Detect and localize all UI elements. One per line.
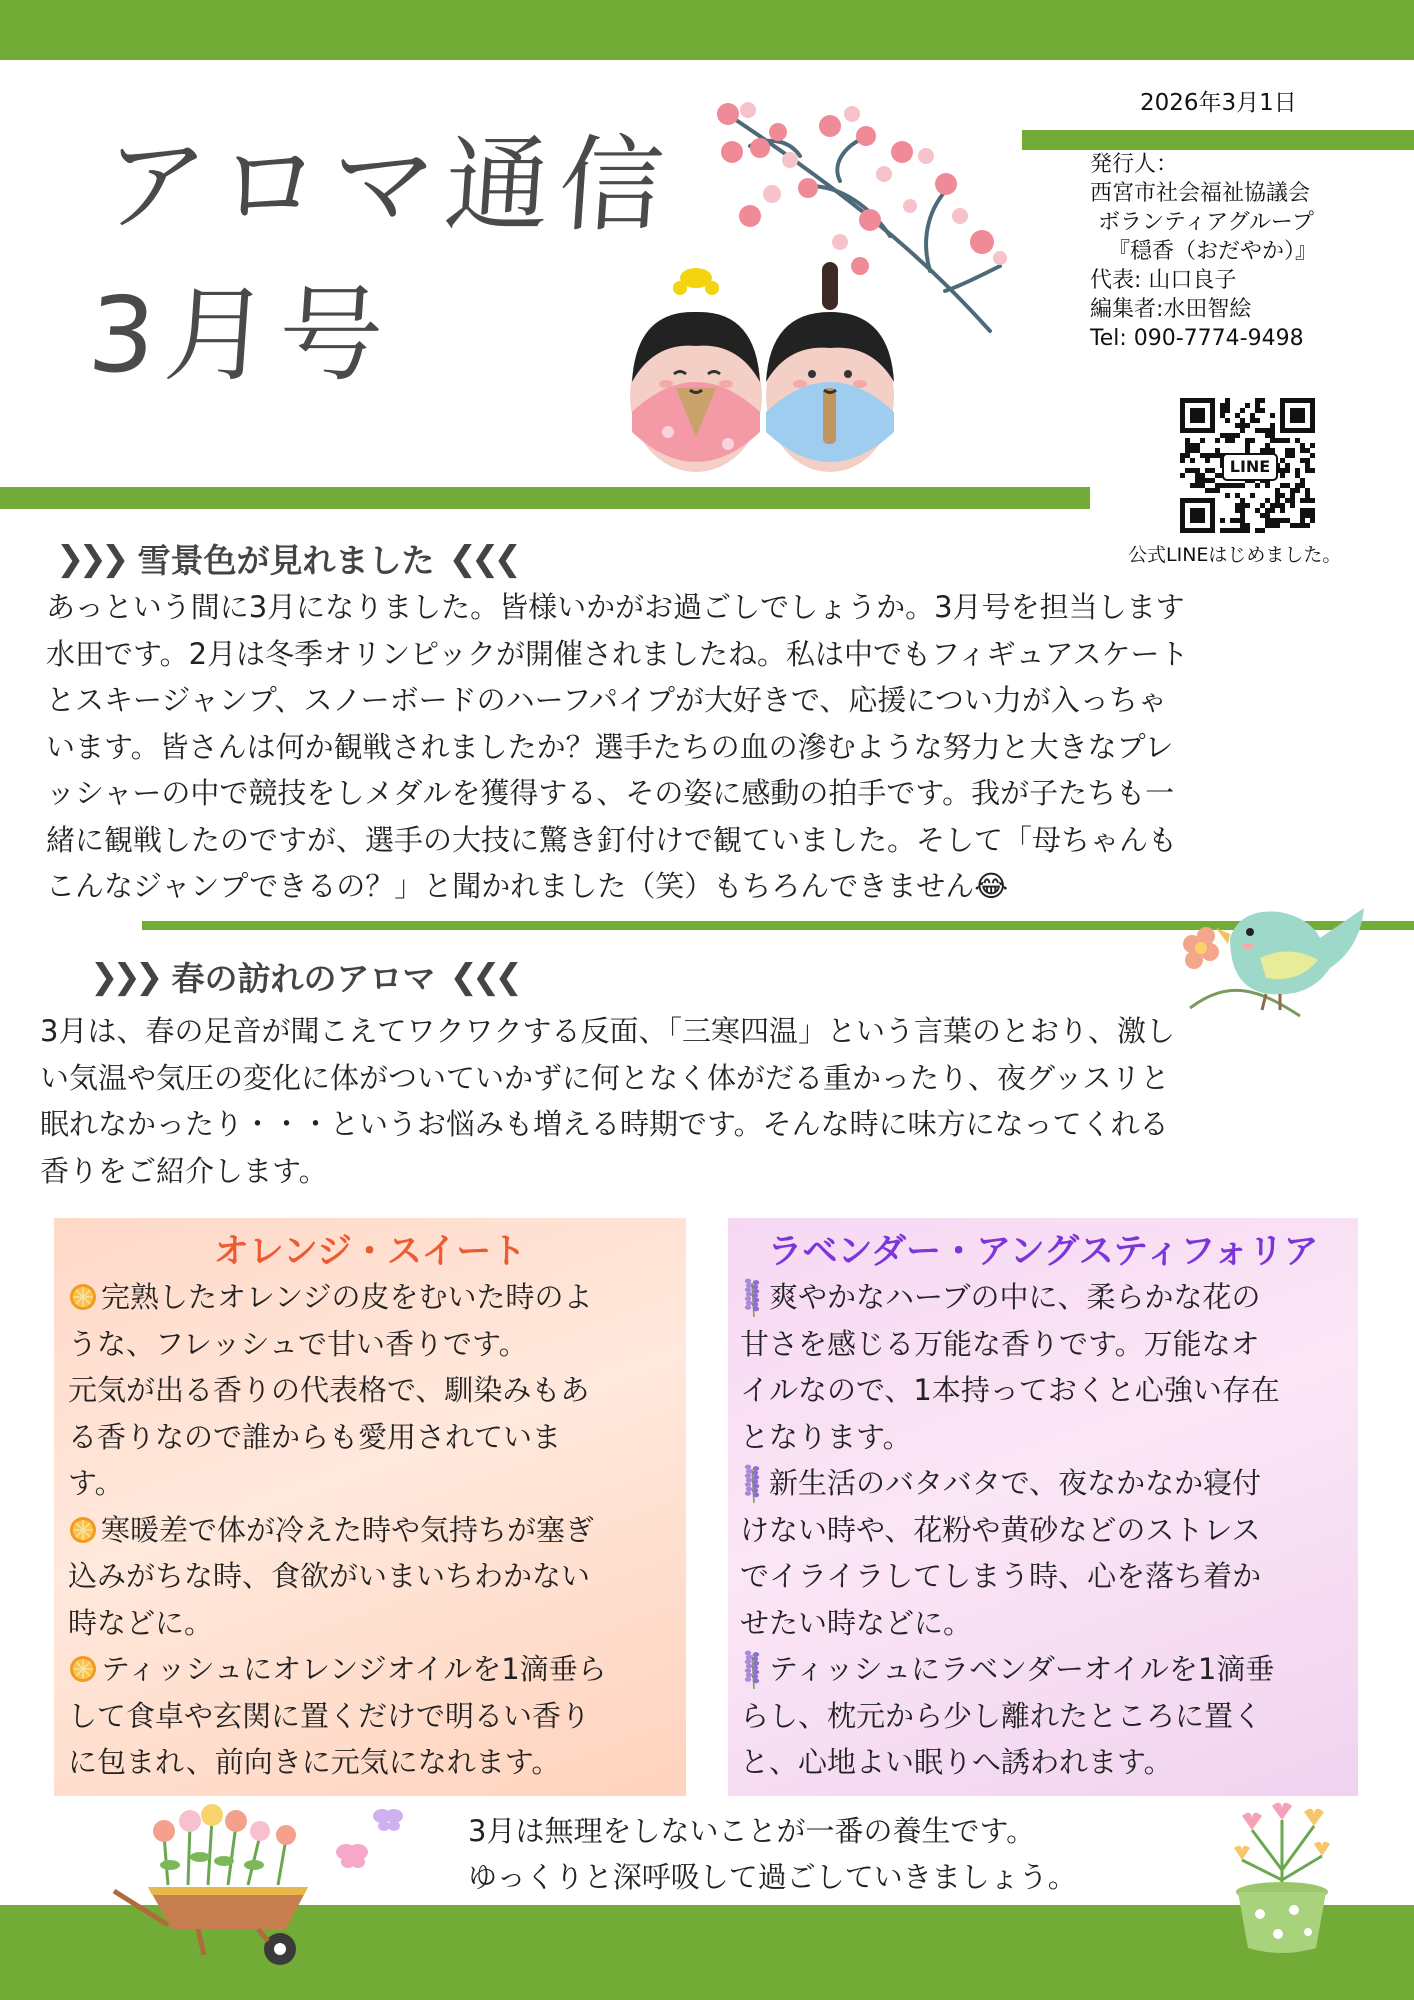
- text-line: [740, 1693, 1356, 1740]
- lavender-sprig-icon: [740, 1649, 766, 1689]
- section1-heading: [56, 535, 516, 582]
- text-line-content: とスキージャンプ、スノーボードのハーフパイプが大好きで、応援につい力が入っちゃ: [46, 683, 1167, 717]
- publisher-group: ボランティアグループ: [1098, 210, 1314, 235]
- top-green-bar: [0, 0, 1414, 60]
- orange-slice-icon: [68, 1282, 98, 1312]
- text-line-content: して食卓や玄関に置くだけで明るい香り: [68, 1698, 591, 1733]
- qr-center-label: LINE: [1222, 453, 1278, 481]
- text-line-content: けない時や、花粉や黄砂などのストレス: [740, 1512, 1261, 1547]
- chevrons-right-icon: ❯❯❯: [90, 956, 158, 997]
- text-line-content: い気温や気圧の変化に体がついていかずに何となく体がだる重かったり、夜グッスリと: [40, 1060, 1170, 1095]
- title-line-2: 3月号: [84, 274, 398, 396]
- text-line-content: 新生活のバタバタで、夜なかなか寝付: [769, 1466, 1262, 1500]
- text-line-content: イルなので、1本持っておくと心強い存在: [740, 1373, 1280, 1407]
- text-line: [68, 1507, 680, 1554]
- chevrons-left-icon: ❮❮❮: [449, 956, 517, 997]
- orange-slice-icon: [68, 1515, 98, 1545]
- text-line: [40, 1055, 1390, 1102]
- text-line: [740, 1600, 1356, 1647]
- orange-sweet-card: [54, 1218, 686, 1796]
- closing-line-2: ゆっくりと深呼吸して過ごしていきましょう。: [468, 1860, 1077, 1894]
- section1-heading-text: 雪景色が見れました: [137, 541, 435, 580]
- orange-slice-icon: [68, 1654, 98, 1684]
- text-line: [740, 1367, 1356, 1414]
- text-line: [740, 1739, 1356, 1786]
- text-line-content: あっという間に3月になりました。皆様いかがお過ごしでしょうか。3月号を担当します: [46, 590, 1185, 624]
- bird-illustration: [1170, 898, 1370, 1024]
- hina-dolls-illustration: [628, 262, 918, 476]
- text-line-content: います。皆さんは何か観戦されましたか？選手たちの血の滲むような努力と大きなプレ: [46, 729, 1174, 764]
- text-line: [40, 1101, 1390, 1148]
- text-line-content: 甘さを感じる万能な香りです。万能なオ: [740, 1326, 1260, 1361]
- text-line-content: と、心地よい眠りへ誘われます。: [740, 1745, 1173, 1779]
- text-line-content: に包まれ、前向きに元気になれます。: [68, 1745, 561, 1779]
- text-line-content: 完熟したオレンジの皮をむいた時のよ: [101, 1280, 593, 1314]
- flower-wheelbarrow-illustration: [108, 1795, 318, 1975]
- text-line-content: うな、フレッシュで甘い香りです。: [68, 1326, 528, 1361]
- closing-line-1: 3月は無理をしないことが一番の養生です。: [468, 1814, 1036, 1848]
- butterflies-illustration: [330, 1800, 410, 1876]
- issue-date: 2026年3月1日: [1140, 90, 1297, 116]
- text-line-content: 込みがちな時、食欲がいまいちわかない: [68, 1559, 591, 1593]
- publisher-info: [1090, 150, 1317, 353]
- flower-pot-illustration: [1222, 1780, 1342, 1960]
- lavender-sprig-icon: [740, 1463, 766, 1503]
- qr-caption: 公式LINEはじめました。: [1128, 544, 1342, 566]
- publisher-org: 西宮市社会福祉協議会: [1090, 181, 1311, 206]
- text-line: [740, 1321, 1356, 1368]
- orange-card-text: [68, 1274, 680, 1786]
- text-line: [740, 1414, 1356, 1461]
- publisher-editor: 編集者:水田智絵: [1090, 297, 1252, 322]
- text-line-content: 寒暖差で体が冷えた時や気持ちが塞ぎ: [101, 1512, 595, 1547]
- text-line: [68, 1553, 680, 1600]
- title-line-1: アロマ通信: [98, 124, 678, 246]
- section2-heading: [90, 953, 517, 1000]
- text-line: [46, 584, 1386, 631]
- text-line: [68, 1646, 680, 1693]
- header-divider-right: [1022, 130, 1414, 150]
- line-qr-code[interactable]: [1180, 398, 1315, 533]
- text-line-content: 緒に観戦したのですが、選手の大技に驚き釘付けで観ていました。そして「母ちゃんも: [46, 822, 1178, 857]
- section2-heading-text: 春の訪れのアロマ: [171, 959, 436, 998]
- text-line: [46, 677, 1386, 724]
- text-line: [740, 1553, 1356, 1600]
- section2-body: [40, 1008, 1390, 1194]
- text-line-content: でイライラしてしまう時、心を落ち着か: [740, 1559, 1262, 1593]
- lavender-sprig-icon: [740, 1277, 766, 1317]
- text-line-content: 香りをご紹介します。: [40, 1153, 328, 1188]
- header-divider-left: [0, 487, 1090, 509]
- text-line-content: ッシャーの中で競技をしメダルを獲得する、その姿に感動の拍手です。我が子たちも一: [46, 776, 1175, 810]
- text-line-content: こんなジャンプできるの？」と聞かれました（笑）もちろんできません😂: [46, 869, 1009, 903]
- text-line: [40, 1148, 1390, 1195]
- text-line: [740, 1460, 1356, 1507]
- closing-message: [468, 1808, 1077, 1900]
- text-line-content: 水田です。2月は冬季オリンピックが開催されましたね。私は中でもフィギュアスケート: [46, 636, 1189, 671]
- text-line-content: る香りなので誰からも愛用されていま: [68, 1419, 562, 1454]
- text-line-content: ティッシュにラベンダーオイルを1滴垂: [769, 1652, 1275, 1686]
- lavender-card-text: [740, 1274, 1356, 1786]
- text-line: [46, 631, 1386, 678]
- text-line-content: 時などに。: [68, 1605, 214, 1640]
- text-line: [46, 724, 1386, 771]
- text-line: [740, 1507, 1356, 1554]
- text-line: [40, 1008, 1390, 1055]
- text-line: [740, 1646, 1356, 1693]
- publisher-tel: Tel: 090-7774-9498: [1090, 326, 1304, 351]
- text-line-content: ティッシュにオレンジオイルを1滴垂ら: [101, 1652, 607, 1686]
- section1-body: [46, 584, 1386, 910]
- text-line: [68, 1460, 680, 1507]
- text-line: [68, 1274, 680, 1321]
- text-line: [68, 1367, 680, 1414]
- text-line-content: となります。: [740, 1419, 912, 1454]
- chevrons-left-icon: ❮❮❮: [448, 538, 516, 579]
- text-line-content: 爽やかなハーブの中に、柔らかな花の: [769, 1280, 1261, 1314]
- text-line: [46, 770, 1386, 817]
- lavender-card-title: ラベンダー・アングスティフォリア: [767, 1232, 1319, 1272]
- text-line-content: らし、枕元から少し離れたところに置く: [740, 1698, 1263, 1733]
- text-line: [68, 1600, 680, 1647]
- text-line-content: す。: [68, 1466, 124, 1500]
- text-line-content: せたい時などに。: [740, 1605, 973, 1640]
- publisher-rep: 代表: 山口良子: [1090, 268, 1237, 293]
- publisher-label: 発行人：: [1090, 152, 1179, 177]
- newsletter-title: [84, 110, 679, 410]
- text-line-content: 眠れなかったり・・・というお悩みも増える時期です。そんな時に味方になってくれる: [40, 1107, 1169, 1141]
- text-line: [68, 1321, 680, 1368]
- lavender-card: [728, 1218, 1358, 1796]
- orange-card-title: オレンジ・スイート: [213, 1232, 527, 1272]
- text-line-content: 元気が出る香りの代表格で、馴染みもあ: [68, 1373, 590, 1407]
- publisher-name: 『穏香（おだやか）』: [1108, 239, 1318, 264]
- text-line: [68, 1414, 680, 1461]
- text-line: [68, 1693, 680, 1740]
- text-line-content: 3月は、春の足音が聞こえてワクワクする反面、「三寒四温」という言葉のとおり、激し: [40, 1014, 1175, 1048]
- text-line: [68, 1739, 680, 1786]
- chevrons-right-icon: ❯❯❯: [56, 538, 124, 579]
- text-line: [46, 817, 1386, 864]
- text-line: [740, 1274, 1356, 1321]
